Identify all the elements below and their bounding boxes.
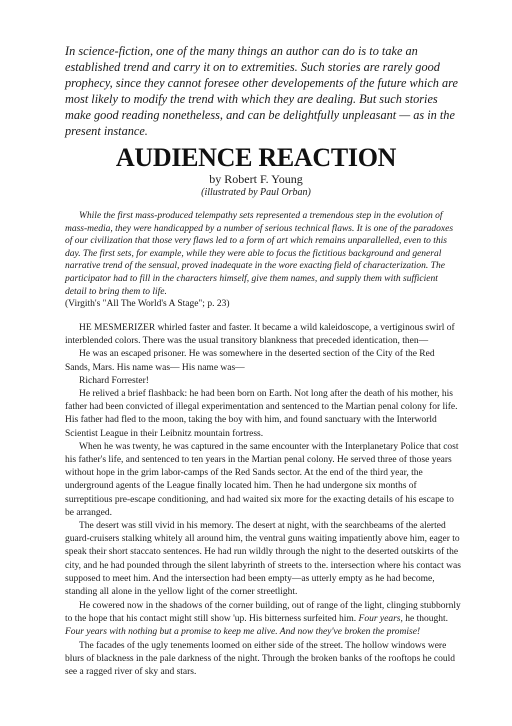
story-text: He cowered now in the shadows of the corner building, out of range of the light, clinging stubbornly to the hope that his contact might still show 'up. His bitterness surfeited him. <box>65 601 461 625</box>
story-title: AUDIENCE REACTION <box>115 143 397 172</box>
story-paragraph: He relived a brief flashback: he had been born on Earth. Not long after the death of his mother, his father had been convicted of illegal experimentation and sentenced to the Martian penal colony for life. His father had fled to the moon, taking the boy with him, and found sanctuary with the Interworld Scientist League in their Leibnitz mountain fortress. <box>65 389 458 439</box>
story-body-part-1 <box>65 322 461 599</box>
story-paragraph: He was an escaped prisoner. He was somewhere in the deserted section of the City of the Red Sands, Mars. His name was— His name was— <box>65 349 435 373</box>
intro-paragraph: In science-fiction, one of the many things an author can do is to take an established trend and carry it on to extremities. Such stories are rarely good prophecy, since they cannot foresee other developements of the future which are most likely to modify the trend with which they are dealing. But such stories make good reading nonetheless, and can be delightfully unpleasant — as in the present instance. <box>65 44 458 138</box>
story-paragraph <box>65 600 461 640</box>
illustrator-credit: (illustrated by Paul Orban) <box>201 187 311 198</box>
epigraph-source: (Virgith's "All The World's A Stage"; p. 23) <box>65 299 230 310</box>
story-text: he thought. <box>405 614 448 625</box>
epigraph-text: While the first mass-produced telempathy sets represented a tremendous step in the evolution of mass-media, they were handicapped by a number of serious technical flaws. It is one of the paradoxes of our civilization that those very flaws led to a form of art which remains unparallelled, even to this day. The first sets, for example, while they were able to focus the fictitious background and general narrative trend of the sensual, proved inadequate in the wore exacting field of characterization. The participator had to fill in the characters himself, give them names, and supply them with sufficient detail to bring them to life. <box>65 211 454 297</box>
story-paragraph: When he was twenty, he was captured in the same encounter with the Interplanetary Police that cost his father's life, and sentenced to ten years in the Martian penal colony. He served three of those years without hope in the grim labor-camps of the Red Sands sector. At the end of the third year, the underground agents of the League finally located him. Then he had undergone six months of surreptitious pre-escape conditioning, and had waited six more for the exacting details of his escape to be arranged. <box>65 441 459 518</box>
author-byline: by Robert F. Young <box>209 172 303 186</box>
thought-text: Four years, <box>358 614 403 625</box>
epigraph <box>65 210 461 311</box>
story-paragraph: Richard Forrester! <box>79 375 149 386</box>
story-paragraph: The facades of the ugly tenements loomed on either side of the street. The hollow windows were blurs of blackness in the pale darkness of the night. Through the broken banks of the rooftops he could see a ragged river of sky and stars. <box>65 640 456 678</box>
thought-text: Four years with nothing but a promise to keep me alive. And now they've broken the promise! <box>65 627 421 638</box>
story-body-part-2 <box>65 600 461 679</box>
story-paragraph: The desert was still vivid in his memory. The desert at night, with the searchbeams of the alerted guard-cruisers stalking whitely all around him, the ventral guns waiting impatiently above him, eager to speak their short staccato sentences. He had run wildly through the night to the deserted outskirts of the city, and he had pounded through the silent labyrinth of streets to the. intersection where his contact was supposed to meet him. And the intersection had been empty—as utterly empty as he had become, standing all alone in the yellow light of the corner streetlight. <box>65 521 461 598</box>
story-paragraph: HE MESMERIZER whirled faster and faster. It became a wild kaleidoscope, a vertiginous swirl of interblended colors. There was the usual transitory blankness that preceded identication, then— <box>65 323 455 347</box>
